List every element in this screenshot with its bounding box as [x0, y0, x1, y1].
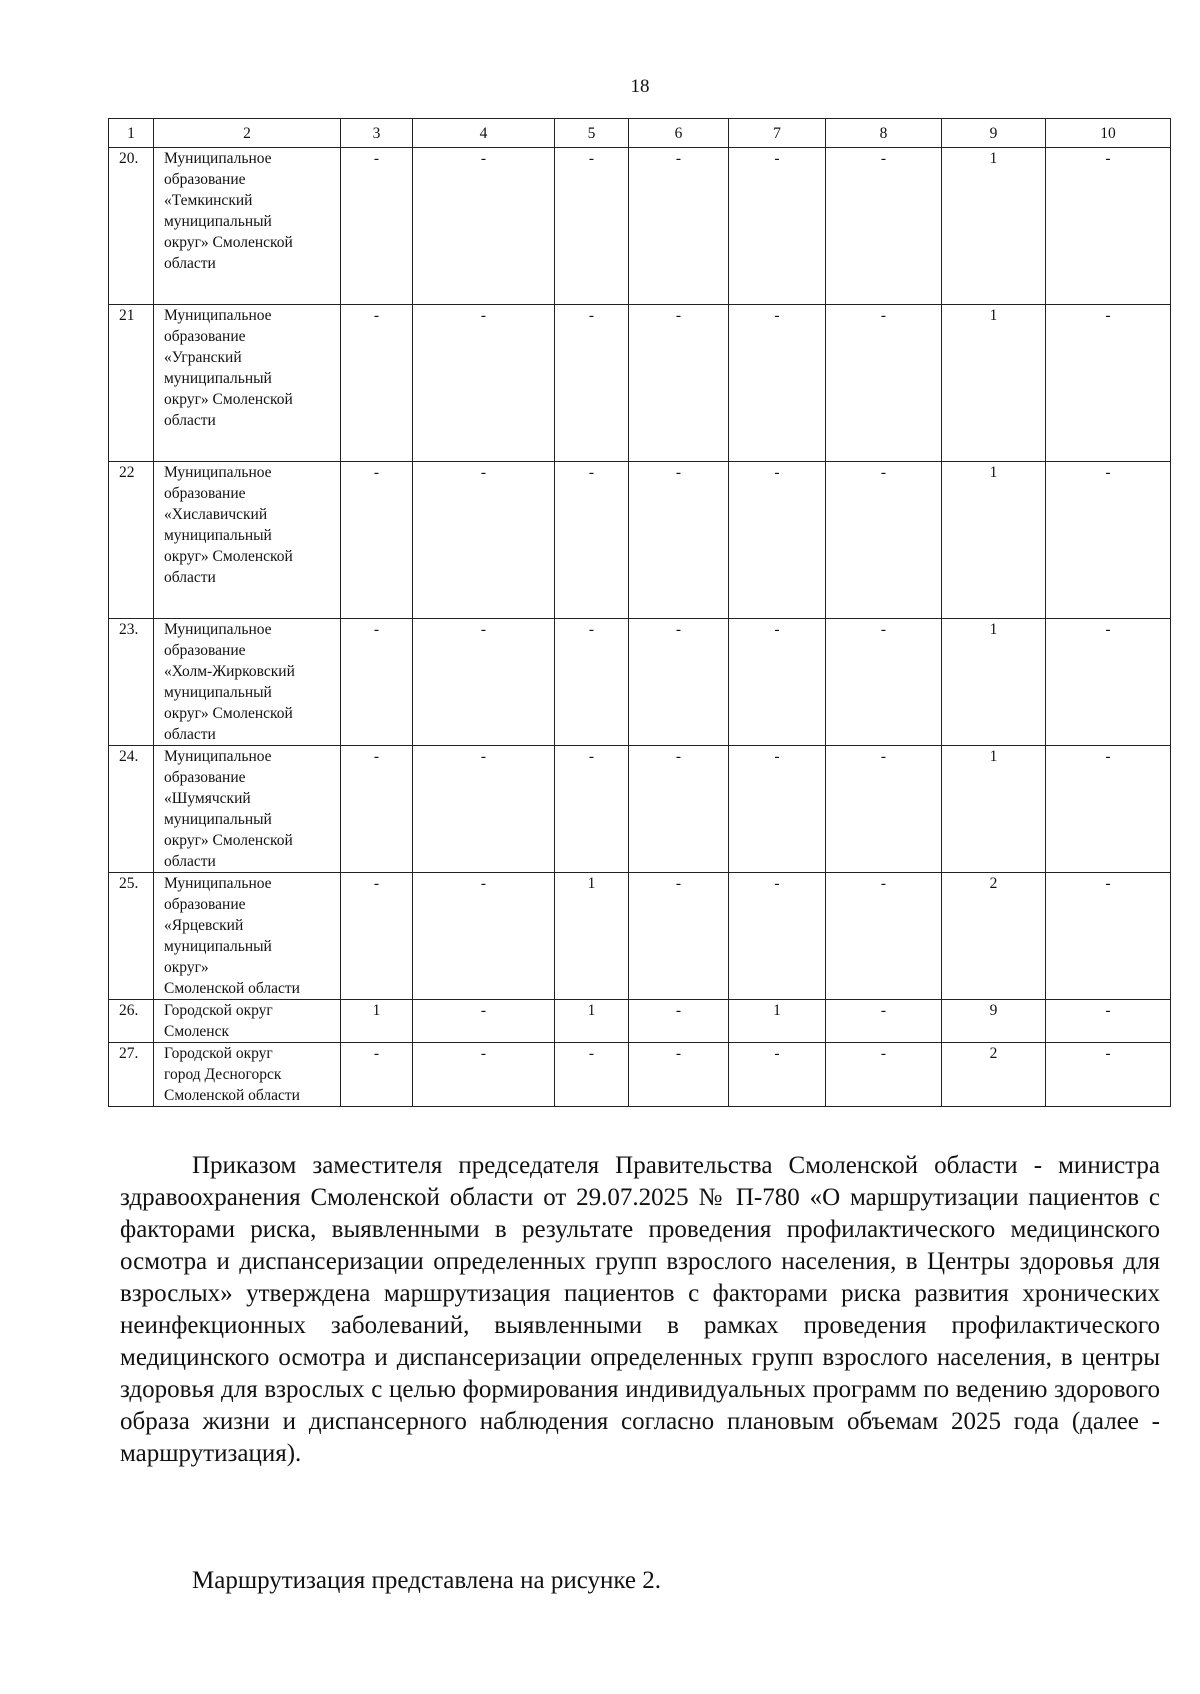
municipality-name-line: Муниципальное [164, 621, 272, 638]
data-table [108, 118, 1171, 1107]
municipality-name-line: образование [164, 328, 246, 345]
municipality-name-line: образование [164, 896, 246, 913]
municipality-name [154, 462, 341, 619]
value-cell: - [729, 746, 826, 873]
municipality-name-line: округ» Смоленской [164, 234, 293, 251]
municipality-name-line: области [164, 412, 216, 429]
value-cell: - [555, 619, 629, 746]
row-number: 26. [109, 1000, 154, 1043]
value-cell: 1 [729, 1000, 826, 1043]
column-header: 5 [555, 119, 629, 148]
value-cell: - [341, 873, 413, 1000]
value-cell: - [826, 1043, 942, 1107]
table-row [109, 873, 1171, 1000]
municipality-name-line: образование [164, 642, 246, 659]
municipality-name-line: муниципальный [164, 527, 272, 544]
municipality-name-line: Муниципальное [164, 875, 272, 892]
value-cell: - [729, 1043, 826, 1107]
value-cell: - [555, 1043, 629, 1107]
value-cell: - [826, 1000, 942, 1043]
value-cell: - [826, 462, 942, 619]
table-row [109, 1043, 1171, 1107]
table-row [109, 305, 1171, 462]
value-cell: - [413, 462, 555, 619]
value-cell: - [729, 148, 826, 305]
value-cell: 1 [942, 148, 1046, 305]
municipality-name-line: муниципальный [164, 370, 272, 387]
municipality-name-line: «Ярцевский [164, 917, 244, 934]
municipality-name-line: области [164, 853, 216, 870]
value-cell: - [1046, 873, 1171, 1000]
value-cell: - [341, 462, 413, 619]
value-cell: - [729, 873, 826, 1000]
value-cell: 1 [341, 1000, 413, 1043]
value-cell: - [555, 746, 629, 873]
row-number: 25. [109, 873, 154, 1000]
value-cell: - [555, 305, 629, 462]
column-header: 10 [1046, 119, 1171, 148]
municipality-name-line: муниципальный [164, 811, 272, 828]
municipality-name-line: «Темкинский [164, 192, 253, 209]
value-cell: - [629, 1000, 729, 1043]
value-cell: 1 [942, 305, 1046, 462]
value-cell: - [1046, 462, 1171, 619]
value-cell: - [629, 746, 729, 873]
page-number: 18 [630, 76, 650, 97]
value-cell: 1 [942, 746, 1046, 873]
value-cell: - [826, 873, 942, 1000]
value-cell: - [629, 305, 729, 462]
municipality-name-line: муниципальный [164, 213, 272, 230]
column-header: 2 [154, 119, 341, 148]
value-cell: - [1046, 1000, 1171, 1043]
municipality-name [154, 873, 341, 1000]
value-cell: - [729, 462, 826, 619]
municipality-name-line: «Угранский [164, 349, 242, 366]
table-row [109, 148, 1171, 305]
municipality-name-line: образование [164, 171, 246, 188]
municipality-name-line: округ» Смоленской [164, 548, 293, 565]
row-number: 20. [109, 148, 154, 305]
row-number: 27. [109, 1043, 154, 1107]
value-cell: - [1046, 1043, 1171, 1107]
row-number: 22 [109, 462, 154, 619]
value-cell: - [629, 1043, 729, 1107]
municipality-name-line: «Холм-Жирковский [164, 663, 295, 680]
body-paragraph-figure-reference: Маршрутизация представлена на рисунке 2. [192, 1567, 661, 1594]
municipality-name [154, 1000, 341, 1043]
row-number: 21 [109, 305, 154, 462]
value-cell: - [413, 148, 555, 305]
column-header: 3 [341, 119, 413, 148]
municipality-name-line: Муниципальное [164, 464, 272, 481]
municipality-name-line: округ» Смоленской [164, 705, 293, 722]
value-cell: - [413, 1000, 555, 1043]
value-cell: - [1046, 619, 1171, 746]
value-cell: - [629, 148, 729, 305]
municipality-name-line: округ» Смоленской [164, 391, 293, 408]
value-cell: - [341, 1043, 413, 1107]
table-row [109, 746, 1171, 873]
municipality-name-line: Смоленской области [164, 980, 300, 997]
value-cell: - [1046, 148, 1171, 305]
value-cell: - [413, 873, 555, 1000]
value-cell: - [826, 148, 942, 305]
table-row [109, 462, 1171, 619]
column-header: 9 [942, 119, 1046, 148]
value-cell: - [341, 148, 413, 305]
value-cell: 2 [942, 873, 1046, 1000]
municipality-name-line: образование [164, 485, 246, 502]
municipality-name-line: Городской округ [164, 1002, 273, 1019]
value-cell: - [826, 619, 942, 746]
municipality-name-line: Смоленск [164, 1023, 230, 1040]
municipality-name-line: Смоленской области [164, 1087, 300, 1104]
value-cell: - [341, 746, 413, 873]
column-header: 1 [109, 119, 154, 148]
value-cell: - [341, 305, 413, 462]
row-number: 24. [109, 746, 154, 873]
value-cell: - [555, 148, 629, 305]
value-cell: - [729, 619, 826, 746]
municipality-name-line: Городской округ [164, 1045, 273, 1062]
municipality-name [154, 619, 341, 746]
municipality-name [154, 1043, 341, 1107]
municipality-name-line: округ» Смоленской [164, 832, 293, 849]
value-cell: - [629, 462, 729, 619]
municipality-name-line: муниципальный [164, 938, 272, 955]
municipality-name-line: округ» [164, 959, 209, 976]
value-cell: 1 [942, 462, 1046, 619]
value-cell: 1 [555, 873, 629, 1000]
column-header: 8 [826, 119, 942, 148]
table-header-row [109, 119, 1171, 148]
value-cell: - [413, 746, 555, 873]
municipality-name-line: Муниципальное [164, 748, 272, 765]
municipality-name-line: области [164, 726, 216, 743]
body-paragraph: Приказом заместителя председателя Правительства Смоленской области - министра здравоохранения Смоленской области от 29.07.2025 № П-780 «О маршрутизации пациентов с факторами риска, выявленными в результате проведения профилактического медицинского осмотра и диспансеризации определенных групп взрослого населения, в Центры здоровья для взрослых» утверждена маршрутизация пациентов с факторами риска развития хронических неинфекционных заболеваний, выявленными в рамках проведения профилактического медицинского осмотра и диспансеризации определенных групп взрослого населения, в центры здоровья для взрослых с целью формирования индивидуальных программ по ведению здорового образа жизни и диспансерного наблюдения согласно плановым объемам 2025 года (далее - маршрутизация). [120, 1152, 1160, 1467]
municipality-name-line: Муниципальное [164, 150, 272, 167]
value-cell: - [413, 619, 555, 746]
municipality-name-line: области [164, 569, 216, 586]
municipality-name-line: Муниципальное [164, 307, 272, 324]
value-cell: - [826, 746, 942, 873]
value-cell: - [413, 305, 555, 462]
table-row [109, 619, 1171, 746]
value-cell: - [555, 462, 629, 619]
value-cell: - [826, 305, 942, 462]
municipality-name-line: области [164, 255, 216, 272]
value-cell: 9 [942, 1000, 1046, 1043]
table-row [109, 1000, 1171, 1043]
row-number: 23. [109, 619, 154, 746]
municipality-name [154, 746, 341, 873]
value-cell: - [1046, 305, 1171, 462]
value-cell: - [729, 305, 826, 462]
value-cell: - [341, 619, 413, 746]
column-header: 7 [729, 119, 826, 148]
municipality-name [154, 148, 341, 305]
value-cell: - [1046, 746, 1171, 873]
column-header: 4 [413, 119, 555, 148]
value-cell: - [629, 873, 729, 1000]
municipality-name-line: образование [164, 769, 246, 786]
value-cell: - [629, 619, 729, 746]
municipality-name-line: «Хиславичский [164, 506, 268, 523]
value-cell: 2 [942, 1043, 1046, 1107]
municipality-name-line: город Десногорск [164, 1066, 282, 1083]
value-cell: 1 [555, 1000, 629, 1043]
column-header: 6 [629, 119, 729, 148]
municipality-name [154, 305, 341, 462]
value-cell: - [413, 1043, 555, 1107]
municipality-name-line: «Шумячский [164, 790, 251, 807]
value-cell: 1 [942, 619, 1046, 746]
municipality-name-line: муниципальный [164, 684, 272, 701]
